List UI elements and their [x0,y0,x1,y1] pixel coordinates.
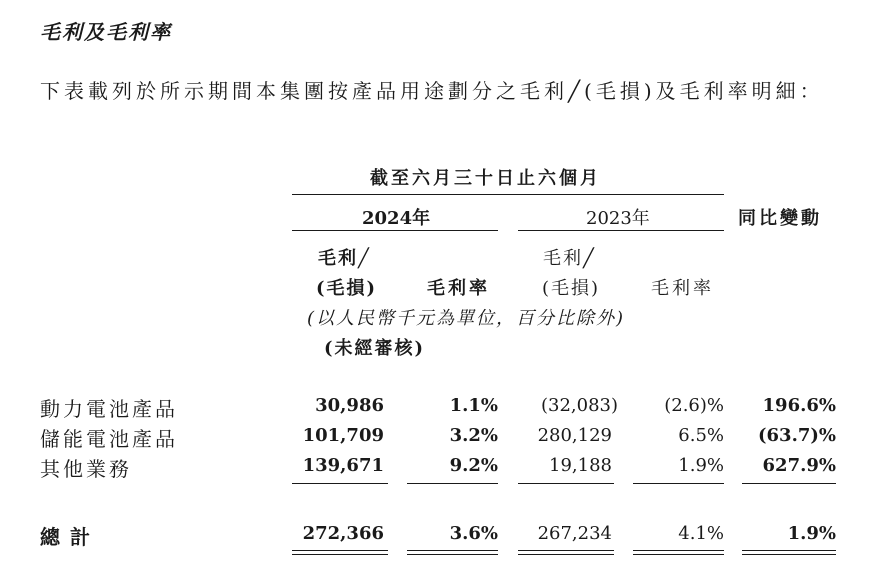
change-cell: (63.7)% [758,425,836,446]
unaudited-note: (未經審核) [324,338,426,359]
total-double-rule [407,550,498,555]
total-margin-2023: 4.1% [678,523,724,544]
margin-2024-header: 毛利率 [427,278,490,299]
total-change: 1.9% [787,523,836,544]
year-2024-header: 2024年 [362,208,431,229]
margin-2023-cell: 6.5% [678,425,724,446]
year-2023-header: 2023年 [586,208,650,229]
total-gp-2023: 267,234 [537,523,612,544]
period-header: 截至六月三十日止六個月 [370,168,601,189]
gp-2024-cell: 30,986 [315,395,384,416]
gp-2024-header-line1: 毛利╱ [318,248,371,269]
total-label: 總計 [40,525,100,549]
year-2023-rule [518,230,724,231]
subtotal-rule [742,483,836,484]
total-double-rule [742,550,836,555]
total-double-rule [518,550,614,555]
year-2024-rule [292,230,498,231]
gp-2023-cell: 280,129 [537,425,612,446]
gp-2023-header-line1: 毛利╱ [543,248,596,269]
gp-2024-cell: 139,671 [302,455,384,476]
margin-2024-cell: 3.2% [449,425,498,446]
row-label: 儲能電池產品 [40,427,178,451]
gp-2023-header-line2: (毛損) [542,278,601,299]
change-cell: 627.9% [762,455,836,476]
units-note: (以人民幣千元為單位，百分比除外) [307,308,626,329]
gp-2023-cell: (32,083) [540,395,618,416]
margin-2024-cell: 1.1% [449,395,498,416]
change-cell: 196.6% [762,395,836,416]
subtotal-rule [407,483,498,484]
yoy-change-header: 同比變動 [738,208,822,229]
intro-paragraph: 下表載列於所示期間本集團按產品用途劃分之毛利╱(毛損)及毛利率明細： [40,79,824,103]
gp-2023-cell: 19,188 [549,455,612,476]
margin-2023-header: 毛利率 [651,278,714,299]
gp-2024-header-line2: (毛損) [316,278,378,299]
row-label: 其他業務 [40,457,132,481]
total-double-rule [292,550,388,555]
total-margin-2024: 3.6% [449,523,498,544]
total-double-rule [633,550,724,555]
row-label: 動力電池產品 [40,397,178,421]
period-rule [292,194,724,195]
subtotal-rule [518,483,614,484]
total-gp-2024: 272,366 [302,523,384,544]
subtotal-rule [633,483,724,484]
margin-2023-cell: 1.9% [678,455,724,476]
section-title: 毛利及毛利率 [40,20,172,44]
subtotal-rule [292,483,388,484]
gp-2024-cell: 101,709 [302,425,384,446]
margin-2023-cell: (2.6)% [664,395,724,416]
margin-2024-cell: 9.2% [449,455,498,476]
